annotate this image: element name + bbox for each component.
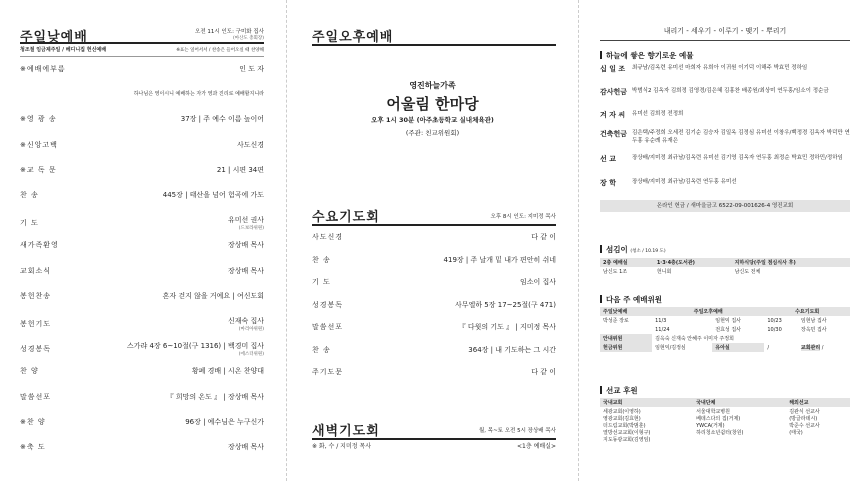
- order-label: ※찬 양: [20, 417, 46, 426]
- dawn-title: 새벽기도회: [312, 424, 380, 439]
- church-motto: 내리기 - 세우기 - 이루기 - 맺기 - 뿌리기: [663, 27, 787, 35]
- offering-names: 장상배/지미정 최규남/김옥련 유미선 김기영 김옥자 연두홍 최정순 박효민 정하민/정하임: [632, 155, 843, 161]
- order-row: [20, 417, 264, 427]
- offering-kind: 선 교: [600, 155, 616, 163]
- wednesday-value: 364장 | 내 기도하는 그 시간: [468, 345, 556, 354]
- order-value: 장상배 목사: [227, 241, 264, 250]
- order-value: 장상배 목사: [227, 443, 264, 451]
- order-sub: (마리아위원): [238, 327, 264, 332]
- order-value: 하나님은 영이시니 예배하는 자가 영과 진리로 예배할지니라: [133, 91, 264, 98]
- wednesday-label: 찬 송: [312, 345, 331, 354]
- order-value: 445장 | 태산을 넘어 험곡에 가도: [162, 191, 264, 199]
- offering-names: 장상배/지미정 최규남/김옥련 연두홍 유미선: [632, 179, 737, 185]
- service-note: ※표는 일어서서 / 찬송은 들어오실 때 찬양해: [176, 48, 264, 53]
- order-label: 찬 양: [20, 367, 39, 376]
- service-time: 오전 11시 인도: 구미화 집사: [195, 29, 264, 35]
- wednesday-row: [312, 367, 556, 377]
- morning-service-panel: [0, 0, 282, 481]
- afternoon-service-panel: [295, 0, 570, 481]
- wednesday-label: 말씀선포: [312, 323, 344, 331]
- mission-item: 서울대학교병원: [696, 409, 730, 415]
- mission-item: (방글라데시): [789, 416, 818, 422]
- order-row: [20, 442, 264, 452]
- offering-kind: 건축헌금: [600, 130, 628, 138]
- event-name: 어울림 한마당: [386, 95, 479, 113]
- order-label: 찬 송: [20, 191, 39, 199]
- order-label: ※신앙고백: [20, 140, 58, 149]
- mission-item: 베데스다의 집(거제): [696, 416, 741, 422]
- mission-item: 세광교회(이영하): [603, 409, 641, 415]
- offering-row: [600, 129, 850, 145]
- wednesday-row: [312, 232, 556, 242]
- mission-item: 영광교회(김효현): [603, 416, 641, 422]
- wednesday-row: [312, 255, 556, 265]
- order-row: [20, 366, 264, 376]
- order-value: 37장 | 주 예수 이름 높이어: [180, 115, 264, 124]
- wednesday-row: [312, 277, 556, 287]
- offering-names: 최규남/김옥련 유미선 마희자 유희아 이귀원 이기덕 이해주 박효민 정하임: [632, 65, 808, 71]
- mission-item: 지도동광교회(김영임): [603, 437, 651, 443]
- wednesday-row: [312, 322, 556, 332]
- order-value: 21 | 시편 34편: [216, 165, 264, 174]
- order-label: 기 도: [20, 219, 39, 228]
- mission-item: 더드림교회(박범훈): [603, 423, 646, 429]
- wednesday-label: 기 도: [312, 278, 331, 286]
- offering-row: [600, 87, 850, 97]
- order-row: [20, 64, 264, 74]
- online-account: 온라인 헌금 / 새마을금고 6522-09-001626-4 영진교회: [600, 200, 850, 212]
- event-time: 오후 1시 30분 (아주초등학교 실내체육관): [371, 116, 494, 124]
- order-label: 봉헌기도: [20, 320, 52, 328]
- order-row: [20, 215, 264, 231]
- wednesday-value: 419장 | 주 날개 밑 내가 편안히 쉬네: [443, 255, 556, 264]
- order-value: 유미선 권사: [227, 216, 264, 225]
- offering-row: [600, 178, 850, 188]
- service-subtitle: 청조절 임금제주일 / 베디니집 헌신예배: [20, 47, 107, 53]
- offering-kind: 십 일 조: [600, 65, 626, 73]
- order-value: 인 도 자: [239, 65, 264, 73]
- order-sub: (드보라위원): [238, 226, 264, 232]
- wednesday-label: 주기도문: [312, 368, 344, 376]
- order-row: [20, 341, 264, 357]
- wednesday-row: [312, 345, 556, 355]
- order-row: [20, 266, 264, 276]
- wednesday-info: 오후 8시 인도: 지미정 목사: [490, 214, 556, 220]
- order-row: [20, 291, 264, 301]
- wednesday-label: 성경봉독: [312, 300, 344, 309]
- order-label: 교회소식: [20, 266, 52, 275]
- order-value: 장상배 목사: [227, 266, 264, 275]
- serve-table: 2층 예배실 1·3·4층(도서관) 지하식당(주일 점심식사 후) 남신도 1조 헌니회 남신도 전체: [600, 258, 850, 276]
- afternoon-title: 주일오후예배: [312, 30, 394, 45]
- mission-item: 열방선교교회(이형구): [603, 430, 651, 436]
- event-host: (주관: 친교위원회): [405, 129, 460, 137]
- order-label: 봉헌찬송: [20, 291, 52, 300]
- wednesday-value: 다 같 이: [531, 233, 556, 241]
- order-value: 스가랴 4장 6~10절(구 1316) | 백경미 집사: [126, 342, 264, 351]
- mission-title: 선교 후원: [600, 385, 638, 396]
- dawn-row-left: ※ 화, 수 / 지미정 목사: [312, 443, 372, 450]
- order-value: 신재숙 집사: [227, 317, 264, 325]
- serve-title: 섬김이 (청소 / 10.19 도): [600, 244, 666, 255]
- mission-item: YWCA(거제): [696, 423, 725, 429]
- order-row: [20, 140, 264, 150]
- order-row: [20, 392, 264, 402]
- service-time-sub: (마산도 총회장): [232, 36, 264, 41]
- order-row: [20, 240, 264, 250]
- order-row: [20, 165, 264, 175]
- mission-item: 박준수 선교사: [789, 423, 820, 429]
- mission-item: 김관식 선교사: [789, 409, 820, 415]
- next-week-title: 다음 주 예배위원: [600, 294, 662, 305]
- offering-title: 하늘에 쌓은 향기로운 예물: [600, 50, 694, 61]
- offering-names: 김은택/주정희 오세전 김기순 김승자 김일옥 김정심 유미선 이창우/백정경 김옥자 박덕만 연두홍 유순례 유재은: [632, 130, 850, 144]
- order-value: 황폐 경배 | 시온 찬양대: [191, 367, 264, 376]
- next-week-table: 주일낮예배 주일오후예배 수요기도회 박성준 장로 11/3 임현익 집사 10/23 임현남 집사 11/24 전효성 집사 10/30 장옥민 집사 안내위원 김옥숙 신재숙 안혜주 이미자 주정희 헌금위원 임현익/김정심 유아실 / 교회관리 /: [600, 307, 850, 352]
- mission-item: (태국): [789, 430, 803, 436]
- mission-item: 하리청소년쉼터(창원): [696, 430, 744, 436]
- order-label: ※축 도: [20, 443, 46, 451]
- offering-row: [600, 64, 850, 74]
- offering-kind: 장 학: [600, 179, 616, 187]
- order-row: [20, 89, 264, 97]
- order-value: 혼자 걷지 않을 거예요 | 여신도회: [162, 291, 264, 300]
- order-label: ※영 광 송: [20, 115, 57, 124]
- order-sub: (에스더위원): [238, 352, 264, 358]
- page-title: 주일낮예배: [20, 30, 88, 45]
- order-value: 96장 | 예수님은 누구신가: [185, 417, 264, 426]
- order-label: 말씀선포: [20, 392, 52, 401]
- mission-table: 국내교회 국내단체 해외선교 세광교회(이영하) 영광교회(김효현) 더드림교회(박범훈) 열방선교교회(이형구) 지도동광교회(김영임) 서울대학교병원 베데스다의 집(거제) YWCA(거제) 하리청소년쉼터(창원) 김관식 선교사 (방글라데시) 박준수 선교사 (태국): [600, 398, 850, 444]
- wednesday-label: 사도신경: [312, 233, 344, 241]
- wednesday-value: 『 다윗의 기도 』 | 지미정 목사: [458, 323, 556, 331]
- dawn-row-right: <1층 예배실>: [517, 443, 556, 450]
- info-panel: [590, 0, 860, 481]
- wednesday-row: [312, 300, 556, 310]
- offering-names: 유미선 김희정 전정희: [632, 111, 684, 117]
- wednesday-value: 사무엘하 5장 17~25절(구 471): [455, 300, 556, 309]
- order-label: 성경봉독: [20, 345, 52, 354]
- offering-row: [600, 110, 850, 120]
- order-label: ※예배에부름: [20, 65, 66, 73]
- wednesday-title: 수요기도회: [312, 210, 380, 225]
- order-row: [20, 190, 264, 200]
- family-name: 영진하늘가족: [409, 81, 456, 90]
- offering-kind: 감사헌금: [600, 88, 628, 96]
- offering-kind: 겨 자 씨: [600, 111, 626, 119]
- order-row: [20, 316, 264, 332]
- fold-line: [286, 0, 287, 481]
- fold-line: [578, 0, 579, 481]
- order-value: 사도신경: [236, 140, 264, 149]
- dawn-info: 월, 목~토 오전 5시 장상배 목사: [478, 428, 556, 434]
- offering-row: [600, 154, 850, 164]
- order-row: [20, 114, 264, 124]
- order-value: 『 희망의 온도 』 | 장상배 목사: [166, 392, 264, 401]
- wednesday-value: 다 같 이: [531, 368, 556, 376]
- order-label: 새가족환영: [20, 241, 59, 250]
- order-label: ※교 독 문: [20, 165, 57, 174]
- wednesday-value: 임소이 집사: [519, 278, 556, 286]
- offering-names: 박범식2 김옥자 김희정 김영경/김은혜 김홍찬 배종원/최상미 연두홍/임소이 정순금: [632, 88, 829, 94]
- wednesday-label: 찬 송: [312, 255, 331, 264]
